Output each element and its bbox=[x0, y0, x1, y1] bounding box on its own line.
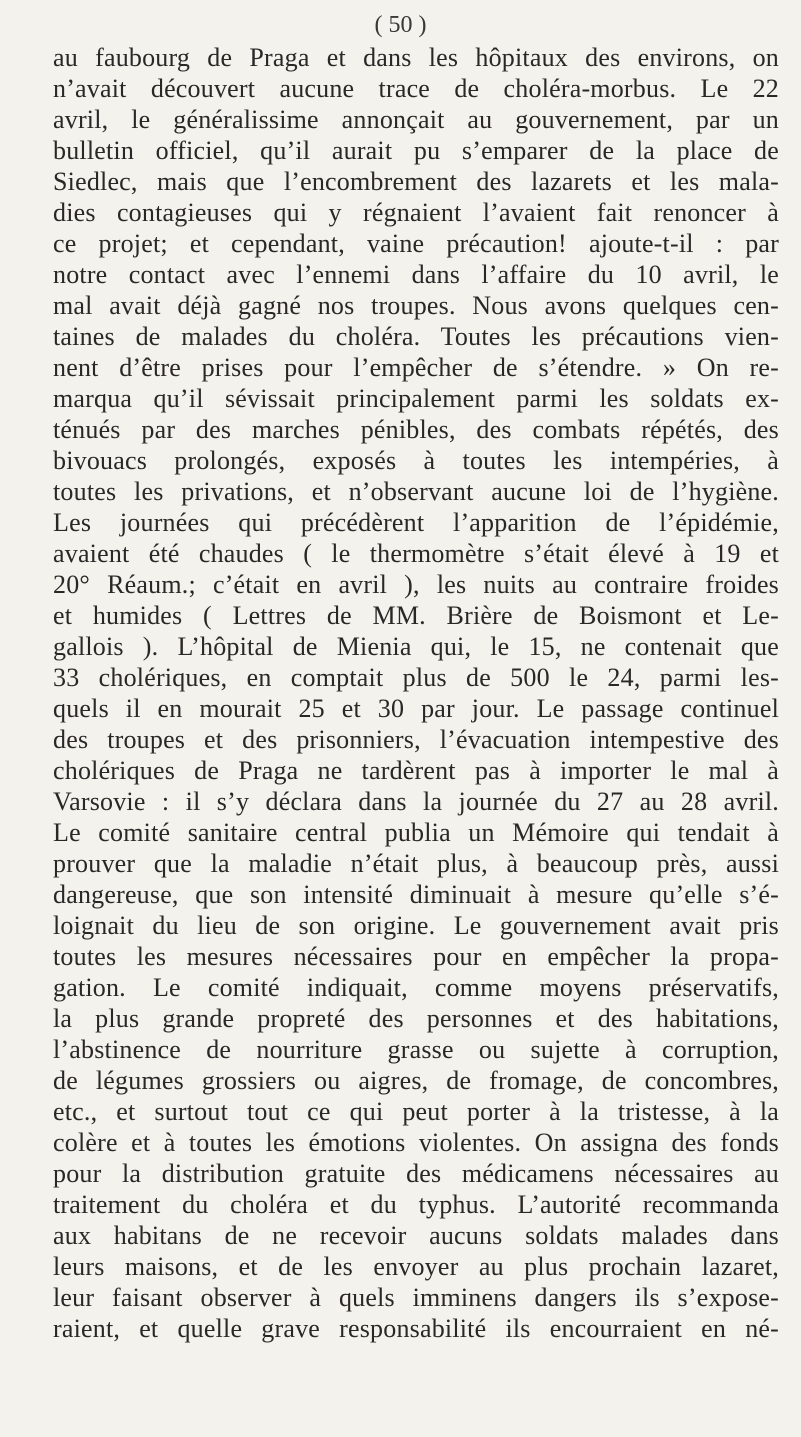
text-line: pour la distribution gratuite des médicamens nécessaires au bbox=[53, 1159, 779, 1188]
text-line: au faubourg de Praga et dans les hôpitaux des environs, on bbox=[53, 43, 779, 72]
text-line: gation. Le comité indiquait, comme moyens préservatifs, bbox=[53, 973, 779, 1002]
text-line: bulletin officiel, qu’il aurait pu s’emparer de la place de bbox=[53, 136, 779, 165]
text-line: ténués par des marches pénibles, des combats répétés, des bbox=[53, 415, 779, 444]
text-line: Les journées qui précédèrent l’apparition de l’épidémie, bbox=[53, 508, 779, 537]
text-line: leurs maisons, et de les envoyer au plus prochain lazaret, bbox=[53, 1252, 779, 1281]
text-line: 20° Réaum.; c’était en avril ), les nuits au contraire froides bbox=[53, 570, 779, 599]
text-line: de légumes grossiers ou aigres, de fromage, de concombres, bbox=[53, 1066, 779, 1095]
text-line: prouver que la maladie n’était plus, à beaucoup près, aussi bbox=[53, 849, 779, 878]
text-line: toutes les mesures nécessaires pour en empêcher la propa- bbox=[53, 942, 779, 971]
text-line: quels il en mourait 25 et 30 par jour. Le passage continuel bbox=[53, 694, 779, 723]
text-line: nent d’être prises pour l’empêcher de s’étendre. » On re- bbox=[53, 353, 779, 382]
text-line: ce projet; et cependant, vaine précaution! ajoute-t-il : par bbox=[53, 229, 779, 258]
text-line: Siedlec, mais que l’encombrement des lazarets et les mala- bbox=[53, 167, 779, 196]
text-line: avaient été chaudes ( le thermomètre s’était élevé à 19 et bbox=[53, 539, 779, 568]
body-text bbox=[53, 42, 779, 1344]
text-line: loignait du lieu de son origine. Le gouvernement avait pris bbox=[53, 911, 779, 940]
text-line: leur faisant observer à quels imminens dangers ils s’expose- bbox=[53, 1283, 779, 1312]
text-line: marqua qu’il sévissait principalement parmi les soldats ex- bbox=[53, 384, 779, 413]
text-line: raient, et quelle grave responsabilité ils encourraient en né- bbox=[53, 1314, 779, 1343]
text-line: cholériques de Praga ne tardèrent pas à importer le mal à bbox=[53, 756, 779, 785]
text-line: notre contact avec l’ennemi dans l’affaire du 10 avril, le bbox=[53, 260, 779, 289]
text-line: taines de malades du choléra. Toutes les précautions vien- bbox=[53, 322, 779, 351]
text-line: dangereuse, que son intensité diminuait à mesure qu’elle s’é- bbox=[53, 880, 779, 909]
text-line: dies contagieuses qui y régnaient l’avaient fait renoncer à bbox=[53, 198, 779, 227]
text-line: toutes les privations, et n’observant aucune loi de l’hygiène. bbox=[53, 477, 779, 506]
text-line: l’abstinence de nourriture grasse ou sujette à corruption, bbox=[53, 1035, 779, 1064]
text-line: traitement du choléra et du typhus. L’autorité recommanda bbox=[53, 1190, 779, 1219]
text-line: colère et à toutes les émotions violentes. On assigna des fonds bbox=[53, 1128, 779, 1157]
text-line: avril, le généralissime annonçait au gouvernement, par un bbox=[53, 105, 779, 134]
text-line: 33 cholériques, en comptait plus de 500 le 24, parmi les- bbox=[53, 663, 779, 692]
text-line: Varsovie : il s’y déclara dans la journée du 27 au 28 avril. bbox=[53, 787, 779, 816]
page-number: ( 50 ) bbox=[374, 12, 427, 38]
text-line: aux habitans de ne recevoir aucuns soldats malades dans bbox=[53, 1221, 779, 1250]
text-line: mal avait déjà gagné nos troupes. Nous avons quelques cen- bbox=[53, 291, 779, 320]
text-line: des troupes et des prisonniers, l’évacuation intempestive des bbox=[53, 725, 779, 754]
text-line: gallois ). L’hôpital de Mienia qui, le 15, ne contenait que bbox=[53, 632, 779, 661]
text-line: etc., et surtout tout ce qui peut porter à la tristesse, à la bbox=[53, 1097, 779, 1126]
text-line: bivouacs prolongés, exposés à toutes les intempéries, à bbox=[53, 446, 779, 475]
text-line: et humides ( Lettres de MM. Brière de Boismont et Le- bbox=[53, 601, 779, 630]
text-line: Le comité sanitaire central publia un Mémoire qui tendait à bbox=[53, 818, 779, 847]
text-line: n’avait découvert aucune trace de choléra-morbus. Le 22 bbox=[53, 74, 779, 103]
text-line: la plus grande propreté des personnes et des habitations, bbox=[53, 1004, 779, 1033]
